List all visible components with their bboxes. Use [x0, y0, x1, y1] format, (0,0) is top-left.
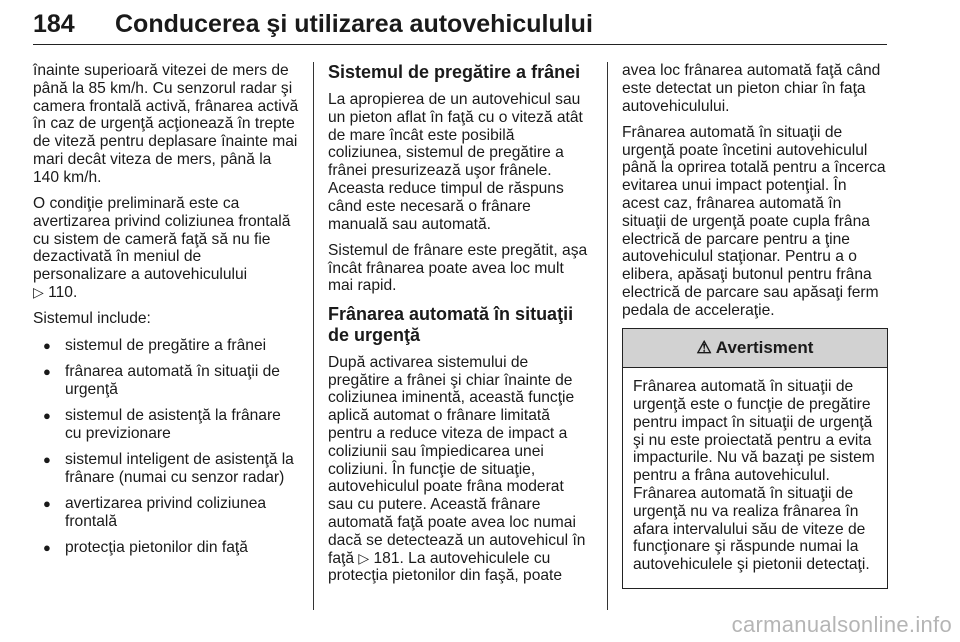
- warning-body: Frânarea automată în situaţii de urgenţă este o funcţie de pregătire pentru impact în situaţii de urgenţă şi nu este proiectată pentru a evita impacturile. Nu vă bazaţi pe sistem pentru a frâna autovehiculul. Frânarea automată în situaţii de urgenţă nu va realiza frânarea în afara intervalului său de viteze de funcţionare şi răspunde numai la autovehiculele şi pietonii detectaţi.: [633, 378, 875, 574]
- column-right: [622, 62, 888, 589]
- paragraph: avea loc frânarea automată faţă când este detectat un pieton chiar în faţa autovehiculului.: [622, 62, 881, 115]
- list-item: ● frânarea automată în situaţii de urgenţă: [33, 363, 299, 399]
- paragraph: [33, 195, 299, 302]
- page-reference[interactable]: 181. La autovehiculele cu protecţia pietonilor din faşă, poate: [328, 549, 563, 585]
- feature-list: [33, 337, 299, 557]
- paragraph: Sistemul de frânare este pregătit, aşa încât frânarea poate avea loc mult mai rapid.: [328, 241, 588, 295]
- watermark: carmanualsonline.info: [731, 612, 952, 637]
- page-header: [33, 6, 887, 45]
- column-divider: [607, 62, 608, 610]
- warning-title: Avertisment: [715, 338, 814, 358]
- list-item: ● sistemul de asistenţă la frânare cu previzionare: [33, 407, 299, 443]
- section-heading: Sistemul de pregătire a frânei: [328, 62, 581, 82]
- list-item: ● protecţia pietonilor din faţă: [33, 539, 299, 557]
- paragraph: înainte superioară vitezei de mers de până la 85 km/h. Cu senzorul radar şi camera frontală activă, frânarea activă în caz de urgenţă acţionează în trepte de viteză pentru deplasare înainte mai mari decât viteza de mers, până la 140 km/h.: [33, 62, 299, 186]
- paragraph: Frânarea automată în situaţii de urgenţă poate încetini autovehiculul până la oprirea totală pentru a încerca evitarea unui impact potenţial. În acest caz, frânarea automată în situaţii de urgenţă poate cupla frâna electrică de parcare pentru a ţine autovehiculul staţionar. Pentru a o elibera, apăsaţi butonul pentru frâna electrică de parcare sau apăsaţi ferm pedala de acceleraţie.: [622, 123, 886, 319]
- paragraph-text: O condiţie preliminară este ca avertizarea privind coliziunea frontală cu sistem de cameră faţă să nu fie dezactivată în meniul de personalizare a autovehiculului: [33, 195, 291, 284]
- paragraph: [328, 354, 592, 585]
- list-item: ● sistemul inteligent de asistenţă la frânare (numai cu senzor radar): [33, 451, 299, 487]
- column-middle: [328, 62, 592, 594]
- paragraph: Sistemul include:: [33, 310, 151, 328]
- page-reference[interactable]: 110.: [48, 284, 78, 302]
- section-heading: Frânarea automată în situaţii de urgenţă: [328, 303, 574, 345]
- warning-triangle-icon: ⚠: [696, 338, 712, 358]
- paragraph: La apropierea de un autovehicul sau un pieton aflat în faţă cu o viteză atât de mare încât este posibilă coliziunea, sistemul de pregătire a frânei presurizează uşor frânele. Aceasta reduce timpul de răspuns când este necesară o frânare manuală sau automată.: [328, 91, 583, 233]
- column-divider: [313, 62, 314, 610]
- warning-header: [623, 329, 887, 368]
- warning-box: [622, 328, 888, 589]
- column-left: [33, 62, 299, 566]
- page-title: Conducerea şi utilizarea autovehiculului: [115, 10, 593, 38]
- page-number: 184: [33, 10, 75, 38]
- list-item: ● sistemul de pregătire a frânei: [33, 337, 299, 355]
- paragraph-text: După activarea sistemului de pregătire a frânei şi chiar înainte de coliziunea iminentă, această funcţie aplică automat o frânare limitată pentru a reduce viteza de impact a coliziunii sau împiedicarea unei coliziuni. În funcţie de situaţie, autovehiculul poate frâna moderat sau cu putere. Această frânare automată faţă poate avea loc numai dacă se detectează un autovehicul în faţă: [328, 353, 586, 567]
- list-item: ● avertizarea privind coliziunea frontală: [33, 495, 299, 531]
- page-reference-arrow-icon: ▷: [33, 284, 44, 301]
- page-reference-arrow-icon: ▷: [358, 549, 370, 566]
